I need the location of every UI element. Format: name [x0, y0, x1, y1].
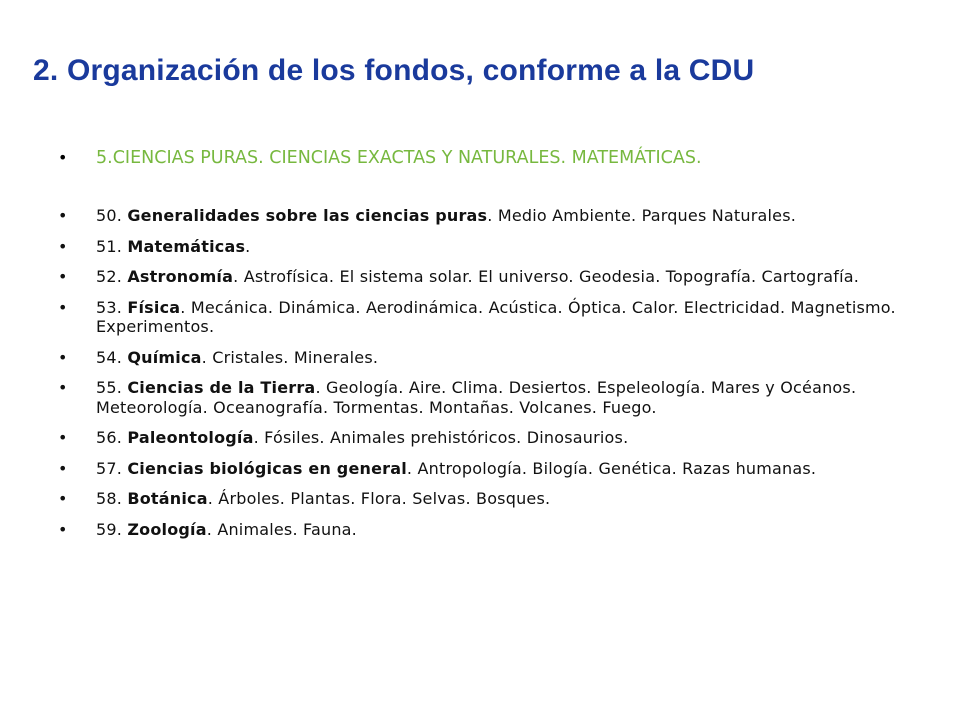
list-item — [58, 237, 918, 257]
bullet-marker: • — [58, 297, 68, 317]
item-topics: . Mecánica. Dinámica. Aerodinámica. Acústica. Óptica. Calor. Electricidad. Magnetismo. Experimentos. — [96, 297, 896, 336]
item-text — [96, 206, 918, 226]
item-text — [96, 428, 918, 448]
list-item — [58, 206, 918, 226]
bullet-marker: • — [58, 458, 68, 478]
item-text — [96, 520, 918, 540]
item-subject: Astronomía — [127, 267, 234, 286]
bullet-marker: • — [58, 236, 68, 256]
bullet-marker: • — [58, 206, 68, 225]
item-text — [96, 298, 918, 337]
item-subject: Matemáticas — [127, 236, 246, 256]
item-text — [96, 237, 918, 257]
item-text — [96, 459, 918, 479]
item-subject: Zoología — [127, 519, 207, 539]
bullet-marker: • — [58, 489, 68, 508]
item-subject: Física — [127, 297, 181, 317]
bullet-marker: • — [58, 428, 68, 447]
item-number: 56. — [96, 428, 123, 447]
bullet-marker: • — [58, 148, 68, 167]
item-topics: . Fósiles. Animales prehistóricos. Dinosaurios. — [253, 428, 629, 447]
list-item — [58, 348, 918, 368]
slide-title: 2. Organización de los fondos, conforme a la CDU — [33, 54, 755, 87]
item-subject: Botánica — [127, 489, 208, 508]
item-topics: . — [245, 236, 251, 256]
list-item — [58, 267, 918, 287]
item-topics: . Árboles. Plantas. Flora. Selvas. Bosques. — [207, 489, 551, 508]
item-text — [96, 348, 918, 368]
item-number: 58. — [96, 489, 123, 508]
item-number: 52. — [96, 267, 123, 286]
item-number: 54. — [96, 347, 123, 367]
item-text — [96, 378, 918, 417]
section-heading-text: 5.CIENCIAS PURAS. CIENCIAS EXACTAS Y NATURALES. MATEMÁTICAS. — [96, 148, 702, 168]
bullet-marker: • — [58, 519, 68, 539]
item-number: 55. — [96, 378, 123, 397]
item-topics: . Antropología. Bilogía. Genética. Razas humanas. — [406, 458, 817, 478]
item-number: 59. — [96, 519, 123, 539]
list-item — [58, 489, 918, 509]
item-topics: . Animales. Fauna. — [206, 519, 357, 539]
item-subject: Ciencias de la Tierra — [127, 378, 316, 397]
item-number: 51. — [96, 236, 123, 256]
section-heading — [58, 148, 702, 168]
item-text — [96, 489, 918, 509]
list-item — [58, 378, 918, 417]
item-topics: . Astrofísica. El sistema solar. El universo. Geodesia. Topografía. Cartografía. — [233, 267, 860, 286]
list-item — [58, 298, 918, 337]
item-number: 57. — [96, 458, 123, 478]
bullet-marker: • — [58, 378, 68, 397]
item-topics: . Geología. Aire. Clima. Desiertos. Espeleología. Mares y Océanos. Meteorología. Oceanografía. Tormentas. Montañas. Volcanes. Fuego. — [96, 378, 857, 417]
item-topics: . Cristales. Minerales. — [201, 347, 379, 367]
list-item — [58, 459, 918, 479]
item-topics: . Medio Ambiente. Parques Naturales. — [487, 206, 797, 225]
list-item — [58, 428, 918, 448]
item-number: 50. — [96, 206, 123, 225]
item-number: 53. — [96, 297, 123, 317]
list-item — [58, 520, 918, 540]
item-subject: Ciencias biológicas en general — [127, 458, 407, 478]
category-list — [58, 206, 918, 550]
item-subject: Generalidades sobre las ciencias puras — [127, 206, 488, 225]
item-subject: Química — [127, 347, 202, 367]
item-subject: Paleontología — [127, 428, 254, 447]
bullet-marker: • — [58, 267, 68, 286]
bullet-marker: • — [58, 347, 68, 367]
item-text — [96, 267, 918, 287]
